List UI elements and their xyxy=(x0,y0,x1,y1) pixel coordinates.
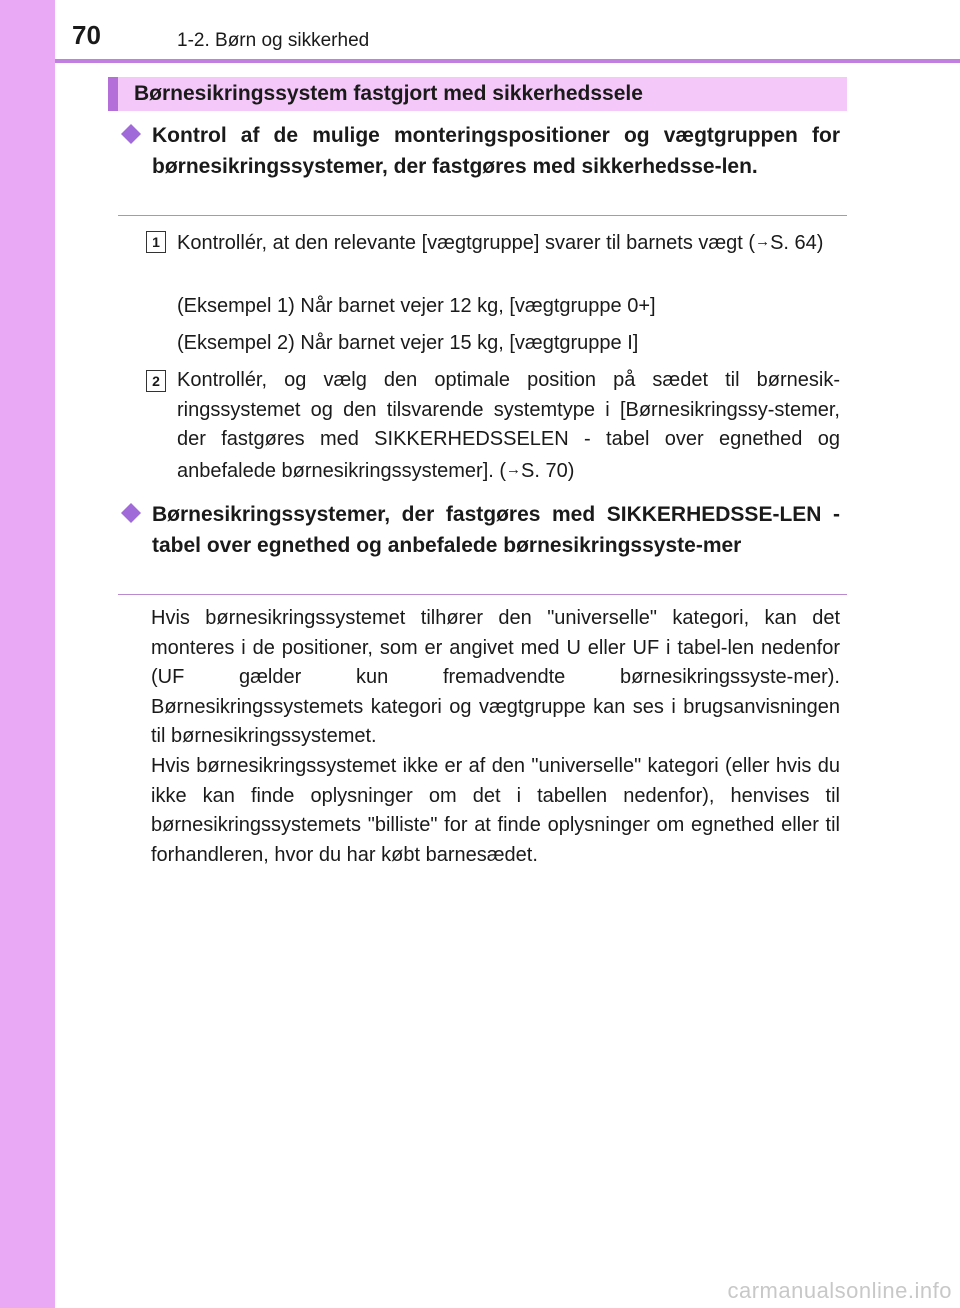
section-path: 1-2. Børn og sikkerhed xyxy=(177,30,370,51)
step1-example2: (Eksempel 2) Når barnet vejer 15 kg, [vægtgruppe I] xyxy=(177,332,639,354)
step1-ref[interactable]: S. 64 xyxy=(770,232,817,254)
block2-rule xyxy=(118,594,847,595)
step1-text xyxy=(177,227,840,259)
arrow-right-icon: → xyxy=(506,460,522,478)
step1-text-after: ) xyxy=(816,232,824,254)
block1-heading: Kontrol af de mulige monteringspositioner og vægtgruppen for børnesikringssystemer, der fastgøres med sikkerhedsse-len. xyxy=(152,124,840,178)
step2-ref[interactable]: S. 70 xyxy=(521,459,568,482)
section-title: Børnesikringssystem fastgjort med sikkerhedssele xyxy=(134,82,643,105)
side-color-band xyxy=(0,0,55,1308)
block2-paragraph2: Hvis børnesikringssystemet ikke er af den "universelle" kategori (eller hvis du ikke kan finde oplysninger om det i tabellen nedenfor), henvises til børnesikringssystemets "billiste" for at finde oplysninger om egnethed eller til forhandleren, hvor du har købt barnesædet. xyxy=(151,755,840,866)
step-number-1: 1 xyxy=(146,231,166,253)
step1-example1: (Eksempel 1) Når barnet vejer 12 kg, [vægtgruppe 0+] xyxy=(177,295,656,317)
step2-text-after: ) xyxy=(567,459,575,482)
diamond-bullet-icon xyxy=(120,502,142,524)
block1-rule xyxy=(118,215,847,216)
watermark: carmanualsonline.info xyxy=(727,1278,952,1303)
step2-text xyxy=(177,366,840,486)
step-number-2: 2 xyxy=(146,370,166,392)
step2-text-before: Kontrollér, og vælg den optimale position på sædet til børnesik-ringssystemet og den tilsvarende systemtype i [Børnesikringssy-stemer, der fastgøres med SIKKERHEDSSELEN - tabel over egnethed og anbefalede børnesikringssystemer]. ( xyxy=(177,369,840,482)
section-title-band xyxy=(108,77,847,111)
arrow-right-icon: → xyxy=(755,233,771,250)
step1-text-before: Kontrollér, at den relevante [vægtgruppe] svarer til barnets vægt ( xyxy=(177,232,756,254)
diamond-bullet-icon xyxy=(120,123,142,145)
page-number: 70 xyxy=(72,20,101,50)
header-rule xyxy=(55,59,960,63)
block2-paragraph1: Hvis børnesikringssystemet tilhører den "universelle" kategori, kan det monteres i de positioner, som er angivet med U eller UF i tabel-len nedenfor (UF gælder kun fremadvendte børnesikringssyste-mer). Børnesikringssystemets kategori og vægtgruppe kan ses i brugsanvisningen til børnesikringssystemet. xyxy=(151,607,840,747)
block2-heading: Børnesikringssystemer, der fastgøres med SIKKERHEDSSE-LEN - tabel over egnethed og anbefalede børnesikringssyste-mer xyxy=(152,503,840,557)
